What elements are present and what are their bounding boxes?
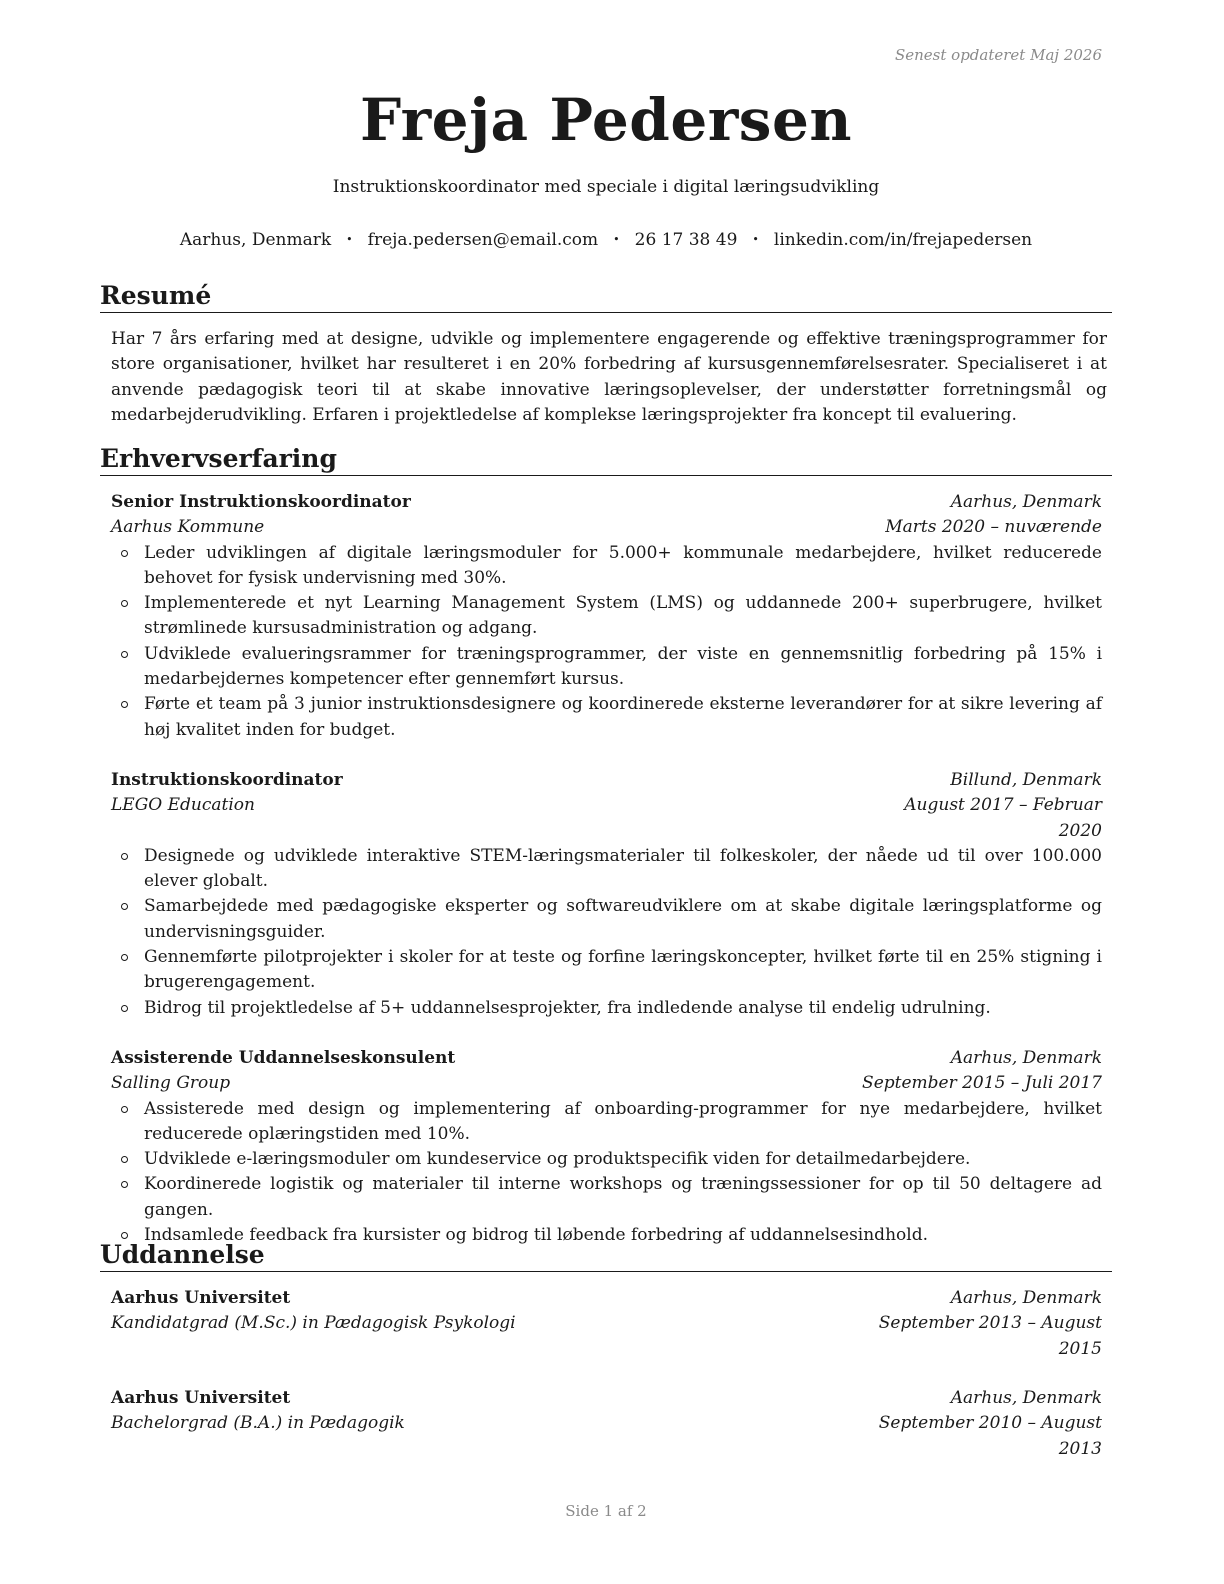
job-location: Billund, Denmark — [950, 770, 1102, 790]
list-item — [111, 1097, 1102, 1148]
job-role: Instruktionskoordinator — [111, 770, 343, 790]
degree: Bachelorgrad (B.A.) in Pædagogik — [111, 1413, 405, 1434]
contact-location: Aarhus, Denmark — [179, 230, 332, 250]
job-company: Aarhus Kommune — [111, 517, 265, 538]
list-item — [111, 894, 1102, 945]
degree: Kandidatgrad (M.Sc.) in Pædagogisk Psykologi — [111, 1313, 516, 1334]
list-item — [111, 945, 1102, 996]
circle-bullet-icon — [121, 903, 128, 910]
bullet-text: Leder udviklingen af digitale læringsmoduler for 5.000+ kommunale medarbejdere, hvilket reducerede behovet for fysisk undervisning med 30%. — [144, 542, 1102, 588]
bullet-text: Udviklede evalueringsrammer for træningsprogrammer, der viste en gennemsnitlig forbedring på 15% i medarbejdernes kompetencer efter gennemført kursus. — [144, 643, 1102, 690]
education-dates: September 2013 – August 2015 — [878, 1313, 1102, 1359]
job-location: Aarhus, Denmark — [950, 1048, 1102, 1068]
circle-bullet-icon — [121, 550, 128, 557]
school-name: Aarhus Universitet — [111, 1288, 291, 1308]
school-location: Aarhus, Denmark — [950, 1388, 1102, 1408]
section-title-experience: Erhvervserfaring — [100, 443, 1112, 476]
circle-bullet-icon — [121, 1181, 128, 1188]
list-item — [111, 996, 1102, 1021]
bullet-text: Samarbejdede med pædagogiske eksperter og softwareudviklere om at skabe digitale læringsplatforme og undervisningsguider. — [144, 896, 1102, 942]
list-item — [111, 1147, 1102, 1172]
job-dates: September 2015 – Juli 2017 — [862, 1073, 1102, 1094]
school-location: Aarhus, Denmark — [950, 1288, 1102, 1308]
contact-phone: 26 17 38 49 — [634, 230, 738, 250]
candidate-name: Freja Pedersen — [359, 86, 853, 154]
bullet-text: Bidrog til projektledelse af 5+ uddannelsesprojekter, fra indledende analyse til endelig udrulning. — [144, 997, 991, 1018]
job-entry — [111, 768, 1102, 1021]
bullet-separator: • — [752, 233, 759, 246]
circle-bullet-icon — [121, 1156, 128, 1163]
bullet-text: Indsamlede feedback fra kursister og bidrog til løbende forbedring af uddannelsesindhold. — [144, 1225, 928, 1246]
section-title-education: Uddannelse — [100, 1239, 1112, 1272]
job-company: Salling Group — [111, 1073, 231, 1094]
circle-bullet-icon — [121, 853, 128, 860]
list-item — [111, 844, 1102, 895]
bullet-text: Koordinerede logistik og materialer til interne workshops og træningssessioner for op til 50 deltagere ad gangen. — [144, 1174, 1102, 1220]
school-name: Aarhus Universitet — [111, 1388, 291, 1408]
job-dates: Marts 2020 – nuværende — [885, 517, 1102, 538]
circle-bullet-icon — [121, 701, 128, 708]
circle-bullet-icon — [121, 1106, 128, 1113]
bullet-separator: • — [346, 233, 353, 246]
job-bullets — [111, 1097, 1102, 1249]
contact-line — [100, 228, 1112, 252]
resume-page — [100, 0, 1112, 1584]
list-item — [111, 1172, 1102, 1223]
bullet-separator: • — [613, 233, 620, 246]
job-dates: August 2017 – Februar 2020 — [904, 795, 1102, 841]
job-entry — [111, 1046, 1102, 1248]
job-role: Assisterende Uddannelseskonsulent — [111, 1048, 456, 1068]
contact-linkedin[interactable]: linkedin.com/in/frejapedersen — [773, 230, 1033, 250]
job-location: Aarhus, Denmark — [950, 492, 1102, 512]
circle-bullet-icon — [121, 600, 128, 607]
bullet-text: Assisterede med design og implementering af onboarding-programmer for nye medarbejdere, hvilket reducerede oplæringstiden med 10%. — [144, 1098, 1102, 1144]
job-company: LEGO Education — [111, 795, 255, 816]
bullet-text: Udviklede e-læringsmoduler om kundeservice og produktspecifik viden for detailmedarbejdere. — [144, 1149, 971, 1170]
tagline: Instruktionskoordinator med speciale i digital læringsudvikling — [332, 177, 880, 197]
bullet-text: Gennemførte pilotprojekter i skoler for at teste og forfine læringskoncepter, hvilket førte til en 25% stigning i brugerengagement. — [144, 947, 1102, 993]
list-item — [111, 591, 1102, 642]
education-entry — [111, 1386, 1102, 1462]
job-bullets — [111, 541, 1102, 743]
bullet-text: Implementerede et nyt Learning Management System (LMS) og uddannede 200+ superbrugere, hvilket strømlinede kursusadministration og adgang. — [144, 593, 1102, 639]
list-item — [111, 642, 1102, 693]
list-item — [111, 541, 1102, 592]
bullet-text: Designede og udviklede interaktive STEM-læringsmaterialer til folkeskoler, der nåede ud til over 100.000 elever globalt. — [144, 845, 1102, 892]
education-dates: September 2010 – August 2013 — [878, 1413, 1102, 1459]
job-bullets — [111, 844, 1102, 1021]
bullet-text: Førte et team på 3 junior instruktionsdesignere og koordinerede eksterne leverandører for at sikre levering af høj kvalitet inden for budget. — [144, 694, 1102, 740]
circle-bullet-icon — [121, 651, 128, 658]
page-number: Side 1 af 2 — [565, 1502, 647, 1520]
job-role: Senior Instruktionskoordinator — [111, 492, 411, 512]
last-updated: Senest opdateret Maj 2026 — [894, 46, 1102, 64]
circle-bullet-icon — [121, 954, 128, 961]
list-item — [111, 692, 1102, 743]
section-title-summary: Resumé — [100, 280, 1112, 313]
summary-text: Har 7 års erfaring med at designe, udvikle og implementere engagerende og effektive træningsprogrammer for store organisationer, hvilket har resulteret i en 20% forbedring af kursusgennemførelsesrater. Specialiseret i at anvende pædagogisk teori til at skabe innovative læringsoplevelser, der understøtter forretningsmål og medarbejderudvikling. Erfaren i projektledelse af komplekse læringsprojekter fra koncept til evaluering. — [111, 329, 1107, 425]
circle-bullet-icon — [121, 1005, 128, 1012]
job-entry — [111, 490, 1102, 743]
contact-email[interactable]: freja.pedersen@email.com — [367, 230, 599, 250]
education-entry — [111, 1286, 1102, 1362]
